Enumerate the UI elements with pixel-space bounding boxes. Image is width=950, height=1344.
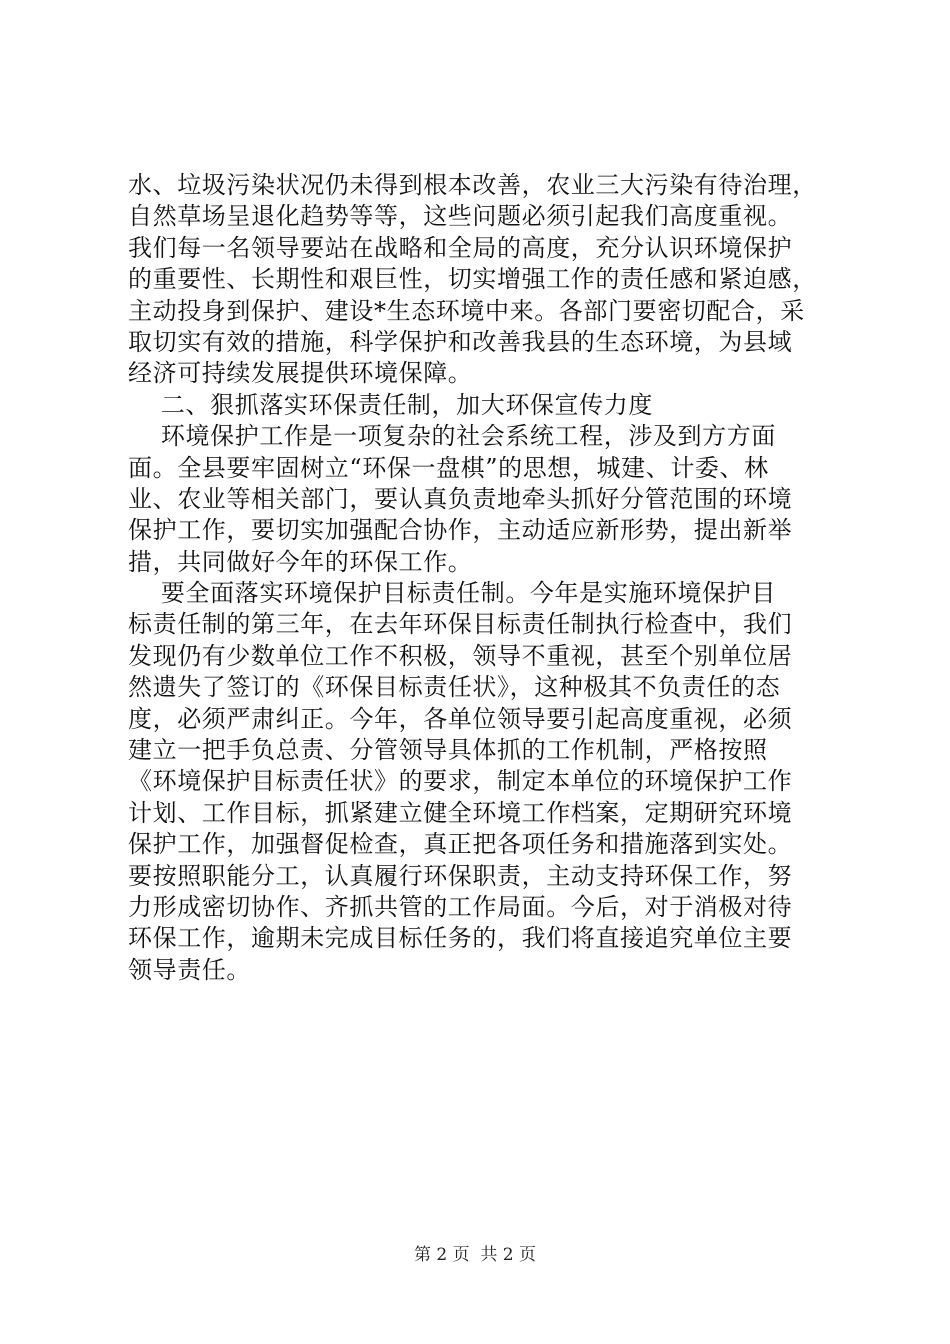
page-number-footer: 第 2 页 共 2 页 xyxy=(413,1245,537,1265)
section-heading: 二、狠抓落实环保责任制，加大环保宣传力度 xyxy=(128,390,653,419)
text-line: 然遗失了签订的《环保目标责任状》，这种极其不负责任的态 xyxy=(128,673,781,702)
text-line: 措，共同做好今年的环保工作。 xyxy=(128,547,473,576)
text-line: 计划、工作目标，抓紧建立健全环境工作档案，定期研究环境 xyxy=(128,798,793,827)
text-line: 主动投身到保护、建设*生态环境中来。各部门要密切配合，采 xyxy=(128,296,805,325)
text-line: 保护工作，加强督促检查，真正把各项任务和措施落到实处。 xyxy=(128,830,793,859)
text-line: 标责任制的第三年，在去年环保目标责任制执行检查中，我们 xyxy=(128,610,793,639)
text-line: 《环境保护目标责任状》的要求，制定本单位的环境保护工作 xyxy=(128,767,793,796)
text-line: 建立一把手负总责、分管领导具体抓的工作机制，严格按照 xyxy=(128,736,768,765)
text-line: 环境保护工作是一项复杂的社会系统工程，涉及到方方面 xyxy=(128,422,776,451)
text-line: 保护工作，要切实加强配合协作，主动适应新形势，提出新举 xyxy=(128,516,793,545)
document-body xyxy=(128,170,828,986)
text-line: 环保工作，逾期未完成目标任务的，我们将直接追究单位主要 xyxy=(128,924,793,953)
text-line: 领导责任。 xyxy=(128,955,251,984)
text-line: 面。全县要牢固树立“环保一盘棋”的思想，城建、计委、林 xyxy=(128,453,769,482)
text-line: 取切实有效的措施，科学保护和改善我县的生态环境，为县域 xyxy=(128,327,793,356)
text-line: 要按照职能分工，认真履行环保职责，主动支持环保工作，努 xyxy=(128,861,793,890)
text-line: 力形成密切协作、齐抓共管的工作局面。今后，对于消极对待 xyxy=(128,892,793,921)
text-line: 的重要性、长期性和艰巨性，切实增强工作的责任感和紧迫感， xyxy=(128,265,817,294)
text-line: 度，必须严肃纠正。今年，各单位领导要引起高度重视，必须 xyxy=(128,704,793,733)
text-line: 要全面落实环境保护目标责任制。今年是实施环境保护目 xyxy=(128,579,776,608)
text-line: 我们每一名领导要站在战略和全局的高度，充分认识环境保护 xyxy=(128,233,793,262)
text-line: 自然草场呈退化趋势等等，这些问题必须引起我们高度重视。 xyxy=(128,202,793,231)
text-line: 业、农业等相关部门，要认真负责地牵头抓好分管范围的环境 xyxy=(128,484,793,513)
text-line: 经济可持续发展提供环境保障。 xyxy=(128,359,473,388)
text-line: 发现仍有少数单位工作不积极，领导不重视，甚至个别单位居 xyxy=(128,641,793,670)
text-line: 水、垃圾污染状况仍未得到根本改善，农业三大污染有待治理， xyxy=(128,171,817,199)
